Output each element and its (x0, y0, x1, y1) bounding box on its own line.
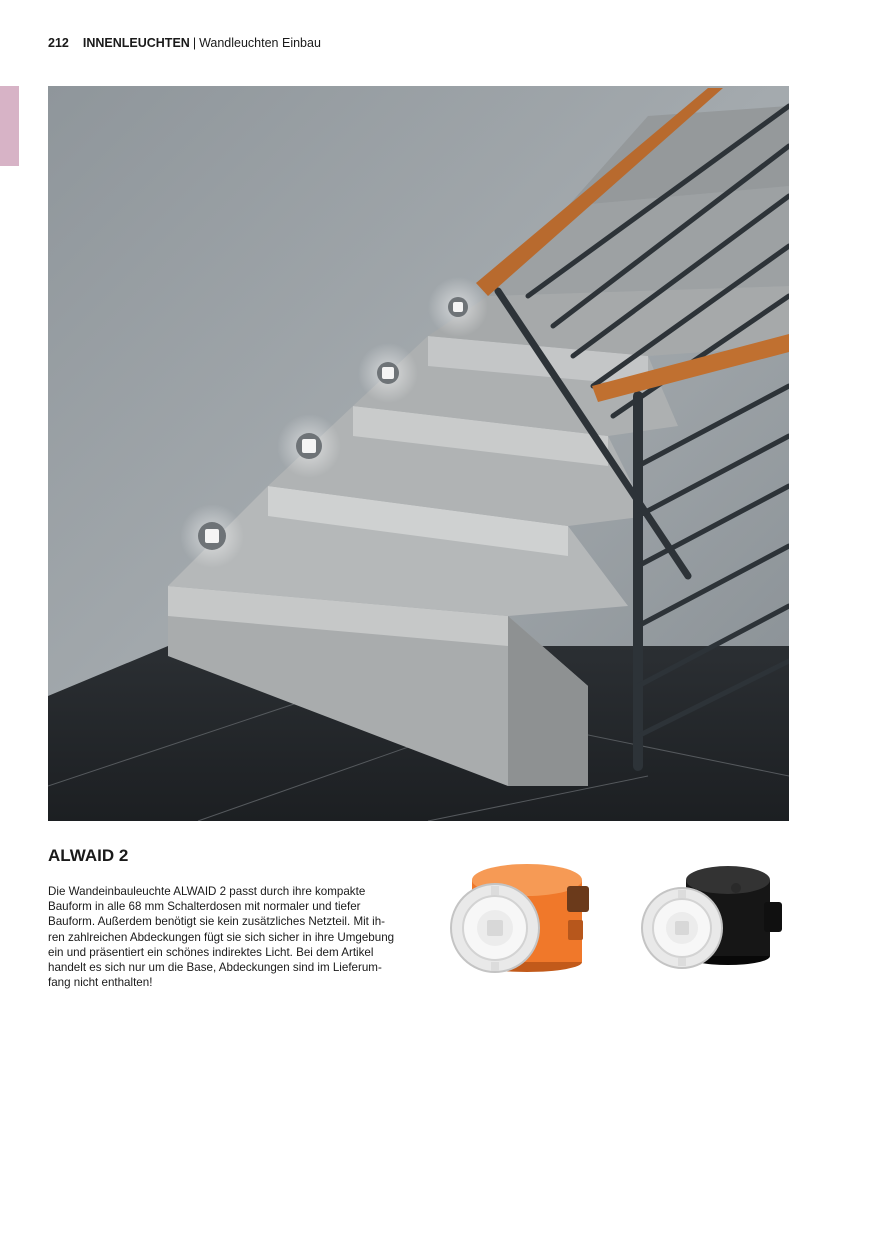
description-line: ein und präsentiert ein schönes indirektes Licht. Bei dem Artikel (48, 945, 374, 959)
section-title: INNENLEUCHTEN (82, 36, 190, 50)
product-title: ALWAID 2 (48, 846, 129, 865)
description-line: handelt es sich nur um die Base, Abdeckungen sind im Lieferum- (48, 961, 382, 975)
description-line: Bauform in alle 68 mm Schalterdosen mit normaler und tiefer (48, 900, 361, 914)
subsection-title: Wandleuchten Einbau (199, 36, 321, 50)
chapter-color-tab (0, 86, 19, 166)
page-number: 212 (48, 36, 69, 50)
hero-photo-staircase (48, 86, 789, 821)
product-image-orange-box (447, 852, 597, 982)
description-line: Bauform. Außerdem benötigt sie kein zusätzliches Netzteil. Mit ih- (48, 915, 386, 929)
description-line: fang nicht enthalten! (48, 976, 153, 990)
description-line: ren zahlreichen Abdeckungen fügt sie sich sicher in ihre Umgebung (48, 930, 395, 944)
product-image-black-box (638, 852, 788, 982)
header-separator: | (192, 36, 197, 50)
description-line: Die Wandeinbauleuchte ALWAID 2 passt durch ihre kompakte (48, 885, 366, 898)
page-header (48, 36, 321, 50)
product-description (48, 884, 406, 990)
